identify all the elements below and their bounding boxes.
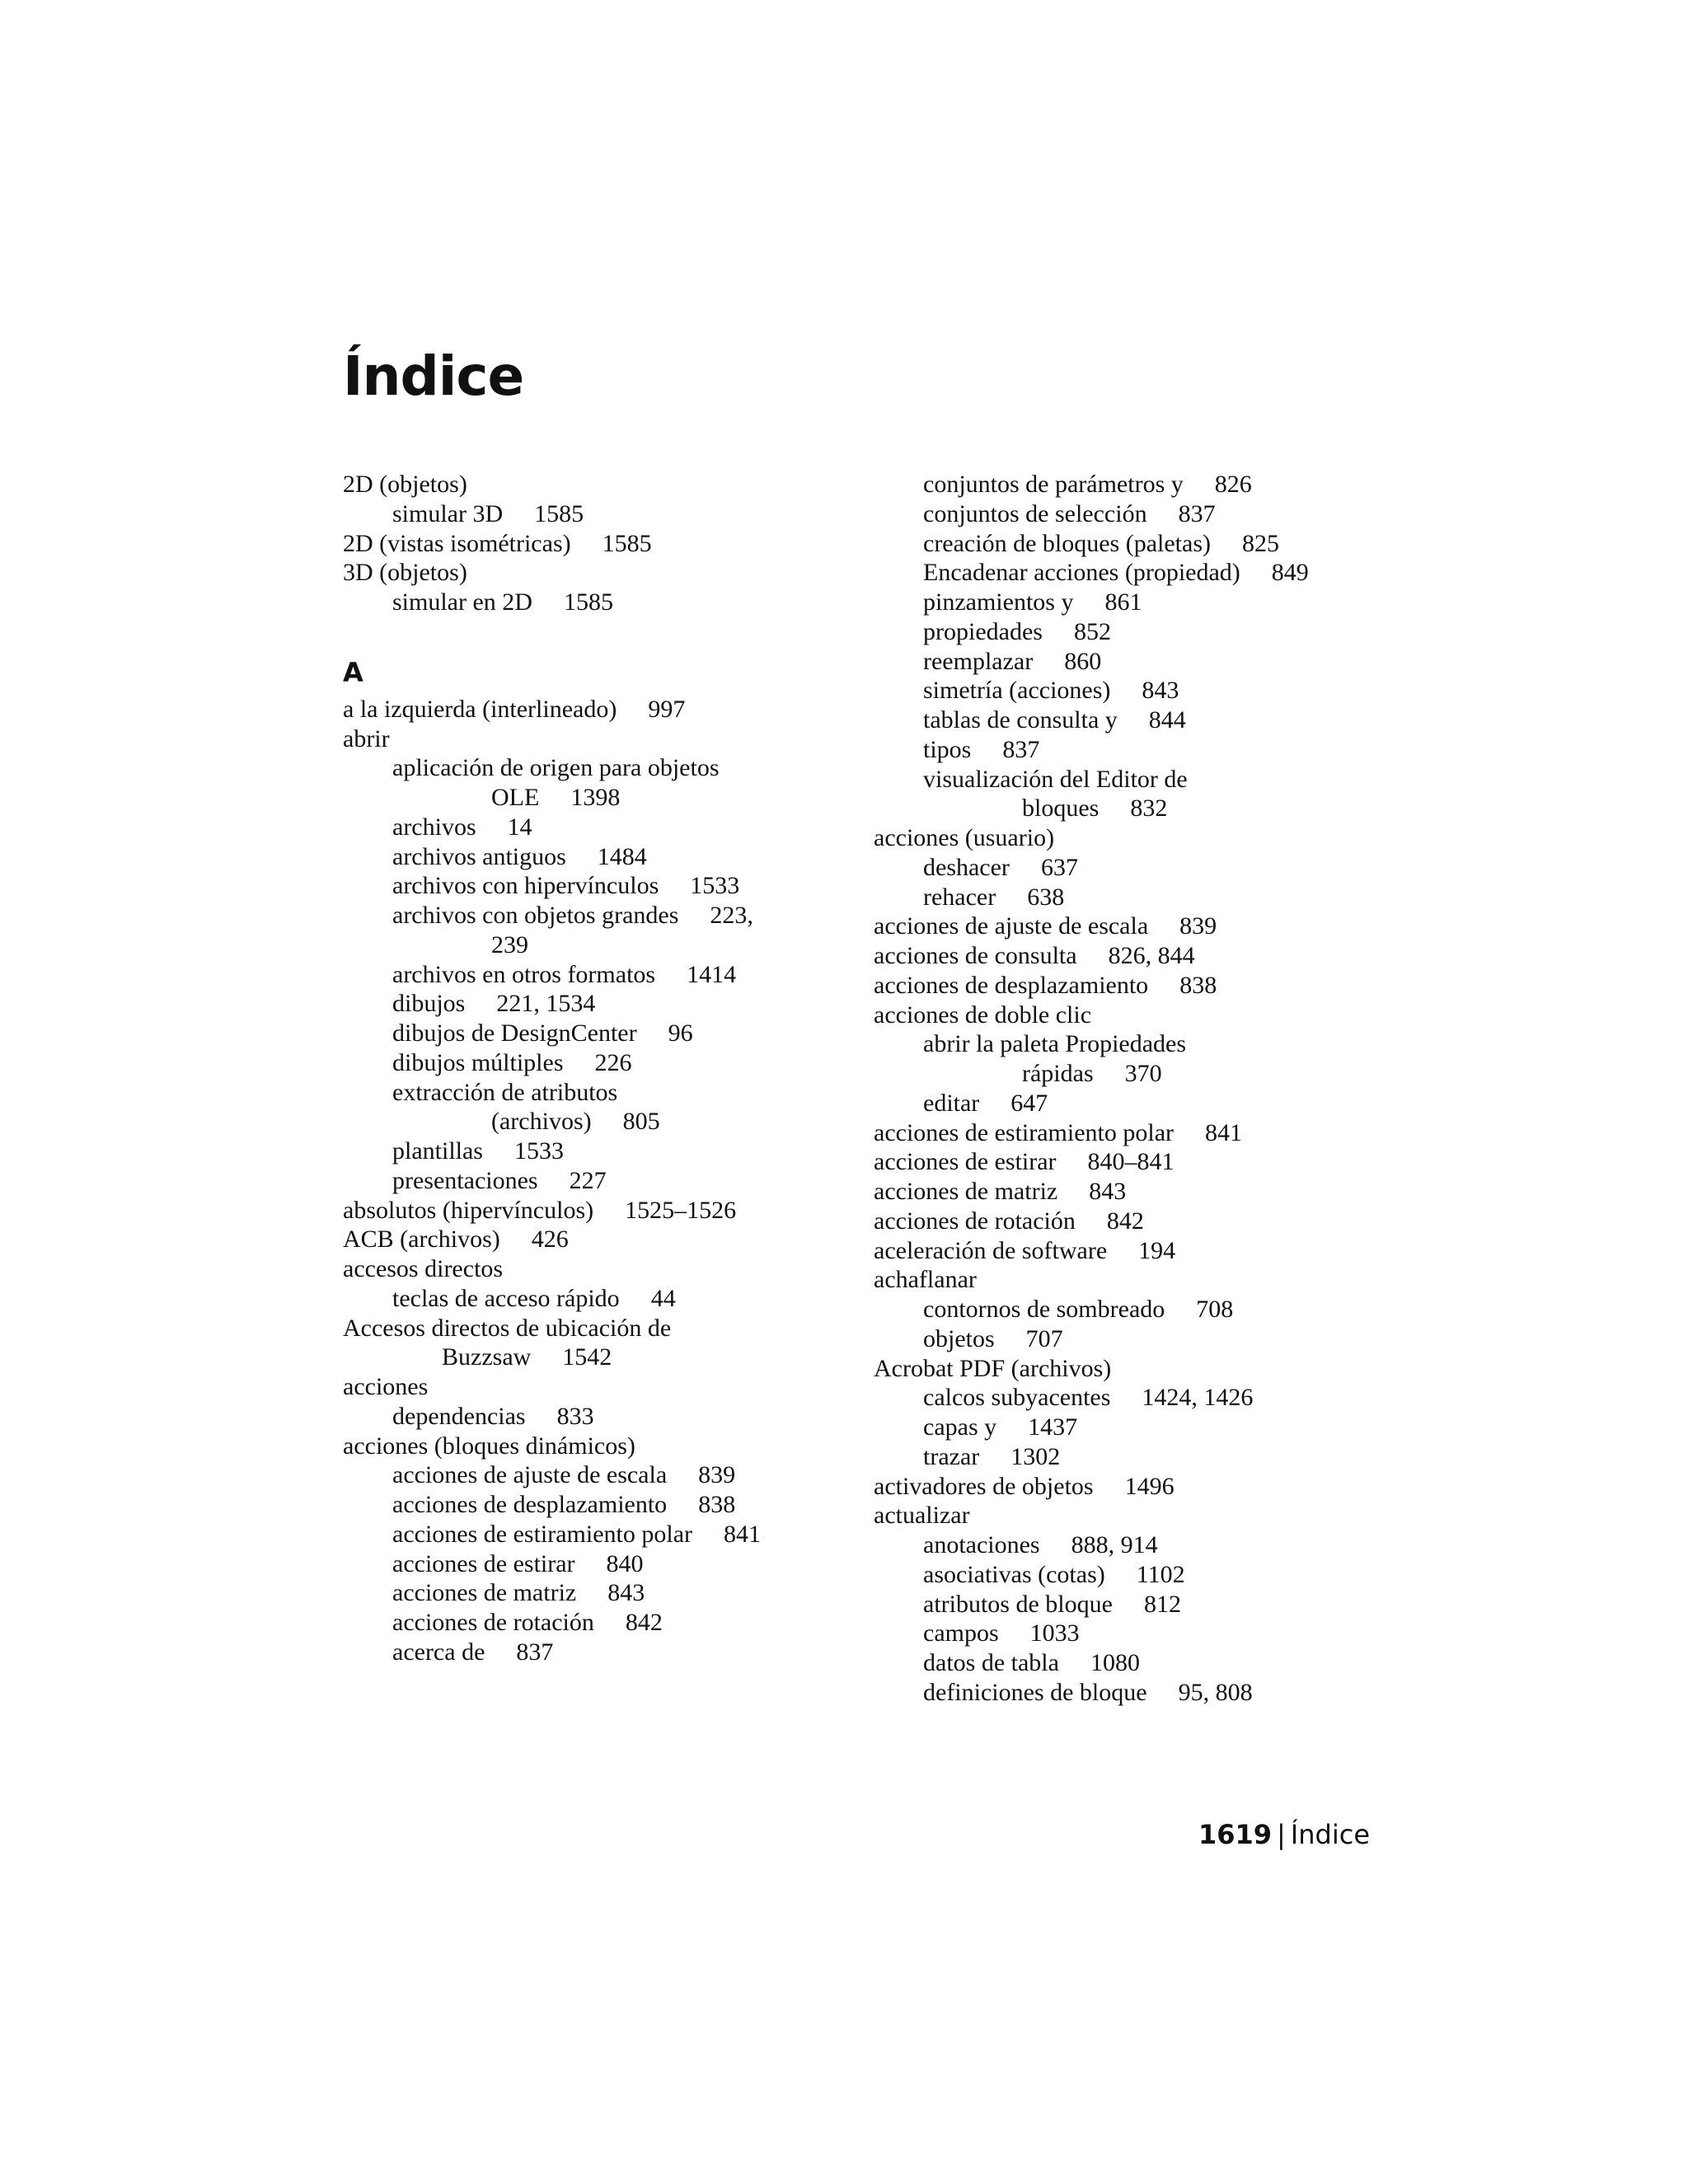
index-term: a la izquierda (interlineado) — [343, 695, 617, 723]
index-entry — [343, 1402, 837, 1432]
index-page-ref: 843 — [1089, 1178, 1127, 1205]
index-page-ref: 226 — [594, 1048, 632, 1076]
index-entry — [343, 724, 837, 754]
index-term: absolutos (hipervínculos) — [343, 1196, 594, 1224]
index-page-ref: 1033 — [1029, 1619, 1080, 1647]
entries-right — [874, 470, 1401, 1708]
index-term: asociativas (cotas) — [923, 1560, 1105, 1588]
index-page-ref: 825 — [1242, 529, 1279, 557]
index-page-ref: 1585 — [602, 529, 652, 557]
index-entry — [874, 1207, 1401, 1236]
index-entry — [343, 1460, 837, 1490]
index-term: acciones de doble clic — [874, 1001, 1092, 1029]
index-page-ref: 838 — [1179, 971, 1217, 999]
index-term: conjuntos de selección — [923, 499, 1147, 527]
index-entry — [874, 1236, 1401, 1266]
index-entry — [874, 1265, 1401, 1295]
index-term: abrir la paleta Propiedades — [923, 1030, 1187, 1058]
index-term: actualizar — [874, 1502, 970, 1530]
index-term: acciones (usuario) — [874, 824, 1055, 851]
index-entry — [874, 794, 1401, 823]
index-page-ref: 1533 — [513, 1137, 564, 1165]
pre-entries — [343, 470, 837, 617]
index-entry — [874, 765, 1401, 794]
index-entry — [343, 1520, 837, 1549]
index-term: dibujos de DesignCenter — [392, 1019, 637, 1047]
index-term: Acrobat PDF (archivos) — [874, 1354, 1112, 1382]
section-letter-a: A — [343, 656, 363, 688]
index-entry — [874, 647, 1401, 677]
index-entry — [343, 1225, 837, 1254]
index-term: rehacer — [923, 883, 996, 911]
index-page-ref: 841 — [724, 1520, 762, 1548]
index-term: tipos — [923, 735, 972, 763]
index-entry — [343, 753, 837, 783]
index-term: acciones de desplazamiento — [874, 971, 1149, 999]
index-term: simular 3D — [392, 499, 504, 527]
index-term: 2D (objetos) — [343, 471, 467, 498]
index-entry — [343, 1284, 837, 1314]
index-entry — [343, 901, 837, 930]
index-term: acciones de consulta — [874, 942, 1077, 969]
index-term: deshacer — [923, 853, 1010, 881]
index-column-left — [343, 470, 837, 1667]
index-term: acciones de matriz — [874, 1178, 1058, 1205]
index-entry — [343, 588, 837, 617]
index-term: archivos antiguos — [392, 842, 566, 870]
index-entry — [874, 1501, 1401, 1530]
index-term: rápidas — [1022, 1060, 1094, 1087]
index-entry — [874, 912, 1401, 941]
index-page-ref: 227 — [569, 1166, 607, 1194]
index-term: atributos de bloque — [923, 1590, 1113, 1618]
index-page-ref: 1414 — [687, 960, 737, 988]
index-page-ref: 832 — [1130, 794, 1168, 823]
index-page-ref: 839 — [698, 1461, 736, 1489]
index-entry — [343, 1638, 837, 1667]
index-term: trazar — [923, 1442, 980, 1470]
index-page-ref: 997 — [648, 695, 686, 723]
index-entry — [874, 1619, 1401, 1648]
index-entry — [343, 1107, 837, 1137]
index-term: archivos con objetos grandes — [392, 902, 679, 929]
index-term: 3D (objetos) — [343, 559, 467, 587]
index-entry — [874, 1354, 1401, 1384]
index-page-ref: 837 — [1002, 735, 1040, 763]
index-entry — [874, 558, 1401, 588]
index-page-ref: 843 — [607, 1579, 645, 1607]
index-entry — [874, 1648, 1401, 1678]
index-term: dibujos múltiples — [392, 1048, 564, 1076]
index-entry — [343, 783, 837, 813]
index-page-ref: 1484 — [597, 842, 647, 870]
index-term: acciones de estirar — [874, 1148, 1057, 1176]
index-page-ref: 1102 — [1136, 1560, 1185, 1588]
index-page-ref: 1302 — [1010, 1442, 1061, 1470]
index-entry — [343, 1490, 837, 1520]
index-entry — [343, 930, 837, 960]
index-entry — [874, 1383, 1401, 1413]
index-entry — [874, 1029, 1401, 1059]
index-page-ref: 849 — [1271, 559, 1309, 587]
index-entry — [874, 1089, 1401, 1118]
page-footer — [1198, 1818, 1370, 1851]
index-page-ref: 888, 914 — [1071, 1531, 1158, 1558]
index-term: objetos — [923, 1324, 995, 1352]
index-term: acciones — [343, 1373, 429, 1400]
index-page-ref: 707 — [1025, 1324, 1063, 1352]
index-term: datos de tabla — [923, 1649, 1059, 1676]
index-page-ref: 637 — [1040, 853, 1078, 881]
index-term: acciones de estiramiento polar — [392, 1520, 693, 1548]
index-term: aceleración de software — [874, 1236, 1108, 1264]
index-page-ref: 839 — [1179, 912, 1217, 940]
index-term: pinzamientos y — [923, 588, 1074, 616]
index-page-ref: 647 — [1010, 1089, 1048, 1117]
index-entry — [874, 1442, 1401, 1472]
index-term: teclas de acceso rápido — [392, 1284, 620, 1312]
index-entry — [874, 853, 1401, 883]
index-term: acciones de ajuste de escala — [874, 912, 1149, 940]
index-entry — [343, 529, 837, 559]
index-page-ref: 842 — [1106, 1207, 1144, 1235]
index-page-ref: 1398 — [570, 784, 621, 811]
index-page-ref: 1533 — [690, 872, 740, 900]
index-page-ref: 826, 844 — [1108, 942, 1195, 969]
index-entry — [874, 529, 1401, 559]
index-term: definiciones de bloque — [923, 1678, 1147, 1706]
index-entry — [874, 499, 1401, 529]
index-term: acciones de matriz — [392, 1579, 577, 1607]
index-entry — [874, 676, 1401, 705]
entries-left — [343, 695, 837, 1667]
index-entry — [874, 1530, 1401, 1560]
index-term: archivos en otros formatos — [392, 960, 656, 988]
index-term: contornos de sombreado — [923, 1296, 1165, 1323]
index-entry — [874, 735, 1401, 765]
index-term: acciones (bloques dinámicos) — [343, 1432, 635, 1460]
index-entry — [874, 470, 1401, 499]
index-page-ref: 370 — [1124, 1060, 1162, 1087]
index-entry — [343, 1432, 837, 1461]
index-term: visualización del Editor de — [923, 765, 1188, 793]
index-entry — [874, 941, 1401, 971]
index-entry — [343, 1578, 837, 1608]
index-term: presentaciones — [392, 1166, 538, 1194]
index-page-ref: 426 — [531, 1226, 569, 1254]
index-page-ref: 1525–1526 — [625, 1196, 737, 1224]
index-page-ref: 1080 — [1090, 1649, 1140, 1676]
index-entry — [874, 617, 1401, 647]
index-term: 239 — [491, 930, 528, 958]
index-term: OLE — [491, 784, 540, 811]
index-term: dependencias — [392, 1402, 526, 1430]
index-page-ref: 95, 808 — [1178, 1678, 1253, 1706]
index-entry — [874, 1177, 1401, 1207]
index-entry — [874, 971, 1401, 1001]
index-term: acciones de rotación — [874, 1207, 1076, 1235]
index-page-ref: 708 — [1196, 1296, 1234, 1323]
index-term: calcos subyacentes — [923, 1384, 1111, 1412]
index-entry — [343, 1078, 837, 1108]
index-entry — [874, 883, 1401, 912]
index-entry — [343, 1314, 837, 1343]
index-term: acerca de — [392, 1638, 485, 1666]
index-term: extracción de atributos — [392, 1078, 618, 1106]
index-term: editar — [923, 1089, 980, 1117]
index-page-ref: 1585 — [563, 588, 613, 616]
index-page-ref: 1437 — [1028, 1413, 1078, 1441]
index-term: 2D (vistas isométricas) — [343, 529, 571, 557]
index-entry — [343, 1372, 837, 1402]
index-term: tablas de consulta y — [923, 706, 1118, 733]
index-column-right — [874, 470, 1401, 1708]
index-entry — [874, 1001, 1401, 1030]
index-entry — [874, 823, 1401, 853]
index-entry — [874, 705, 1401, 735]
index-page-ref: 221, 1534 — [496, 990, 596, 1018]
index-entry — [343, 1549, 837, 1579]
index-page-ref: 838 — [698, 1491, 736, 1518]
index-page-ref: 14 — [507, 813, 532, 841]
index-term: acciones de ajuste de escala — [392, 1461, 668, 1489]
index-page-ref: 861 — [1104, 588, 1142, 616]
index-page-ref: 1424, 1426 — [1142, 1384, 1254, 1412]
index-term: campos — [923, 1619, 999, 1647]
index-page-ref: 860 — [1064, 647, 1102, 675]
index-entry — [874, 1678, 1401, 1708]
index-term: acciones de desplazamiento — [392, 1491, 668, 1518]
footer-separator: | — [1277, 1819, 1286, 1850]
index-entry — [343, 842, 837, 872]
index-entry — [343, 695, 837, 724]
index-entry — [343, 1137, 837, 1166]
index-term: acciones de rotación — [392, 1609, 594, 1636]
index-page-ref: 44 — [650, 1284, 676, 1312]
index-entry — [874, 1059, 1401, 1089]
index-term: Encadenar acciones (propiedad) — [923, 559, 1240, 587]
index-term: capas y — [923, 1413, 997, 1441]
index-page-ref: 194 — [1138, 1236, 1176, 1264]
index-term: bloques — [1022, 794, 1100, 823]
index-term: achaflanar — [874, 1266, 977, 1294]
index-term: Accesos directos de ubicación de — [343, 1314, 672, 1342]
index-page-ref: 805 — [622, 1108, 660, 1136]
index-page-ref: 840 — [606, 1549, 644, 1577]
index-page-ref: 844 — [1148, 706, 1186, 733]
index-term: reemplazar — [923, 647, 1034, 675]
index-term: archivos — [392, 813, 476, 841]
index-entry — [874, 1147, 1401, 1177]
index-page-ref: 837 — [516, 1638, 554, 1666]
index-page-ref: 812 — [1143, 1590, 1181, 1618]
index-entry — [343, 1196, 837, 1226]
index-page-ref: 837 — [1178, 499, 1216, 527]
index-term: creación de bloques (paletas) — [923, 529, 1211, 557]
index-entry — [343, 871, 837, 901]
index-term: simular en 2D — [392, 588, 532, 616]
index-entry — [343, 1048, 837, 1078]
index-term: acciones de estiramiento polar — [874, 1118, 1175, 1146]
index-term: accesos directos — [343, 1255, 504, 1282]
index-page-ref: 843 — [1142, 677, 1179, 705]
page-title: Índice — [343, 344, 524, 408]
index-entry — [343, 1608, 837, 1638]
index-page-ref: 833 — [556, 1402, 594, 1430]
index-term: ACB (archivos) — [343, 1226, 500, 1254]
index-term: aplicación de origen para objetos — [392, 754, 720, 782]
index-term: abrir — [343, 724, 390, 752]
index-entry — [874, 1295, 1401, 1324]
index-entry — [874, 1560, 1401, 1590]
index-entry — [343, 499, 837, 529]
index-entry — [874, 1472, 1401, 1502]
index-entry — [343, 558, 837, 588]
index-entry — [343, 813, 837, 842]
index-term: acciones de estirar — [392, 1549, 575, 1577]
index-entry — [343, 1166, 837, 1196]
index-term: propiedades — [923, 617, 1043, 645]
index-entry — [874, 1324, 1401, 1354]
index-term: Buzzsaw — [442, 1343, 532, 1371]
index-page-ref: 842 — [625, 1609, 663, 1636]
index-entry — [343, 1343, 837, 1372]
index-entry — [874, 588, 1401, 617]
index-entry — [874, 1413, 1401, 1442]
index-term: simetría (acciones) — [923, 677, 1111, 705]
footer-section: Índice — [1290, 1819, 1370, 1850]
index-entry — [874, 1118, 1401, 1148]
index-term: activadores de objetos — [874, 1472, 1094, 1500]
index-page-ref: 841 — [1205, 1118, 1243, 1146]
index-page-ref: 223, — [710, 902, 753, 929]
index-entry — [343, 1019, 837, 1048]
index-page-ref: 840–841 — [1087, 1148, 1175, 1176]
index-entry — [343, 1254, 837, 1284]
index-term: anotaciones — [923, 1531, 1040, 1558]
index-page-ref: 638 — [1027, 883, 1065, 911]
index-page-ref: 1585 — [534, 499, 584, 527]
index-term: plantillas — [392, 1137, 483, 1165]
index-page-ref: 852 — [1073, 617, 1111, 645]
index-entry — [343, 960, 837, 990]
index-entry — [343, 989, 837, 1019]
index-term: archivos con hipervínculos — [392, 872, 659, 900]
index-term: (archivos) — [491, 1108, 592, 1136]
footer-page-number: 1619 — [1198, 1819, 1273, 1850]
index-page-ref: 96 — [668, 1019, 693, 1047]
index-term: dibujos — [392, 990, 466, 1018]
index-page-ref: 1496 — [1124, 1472, 1175, 1500]
index-page-ref: 826 — [1214, 471, 1252, 498]
index-entry — [874, 1590, 1401, 1619]
index-page-ref: 1542 — [562, 1343, 612, 1371]
index-term: conjuntos de parámetros y — [923, 471, 1184, 498]
index-entry — [343, 470, 837, 499]
